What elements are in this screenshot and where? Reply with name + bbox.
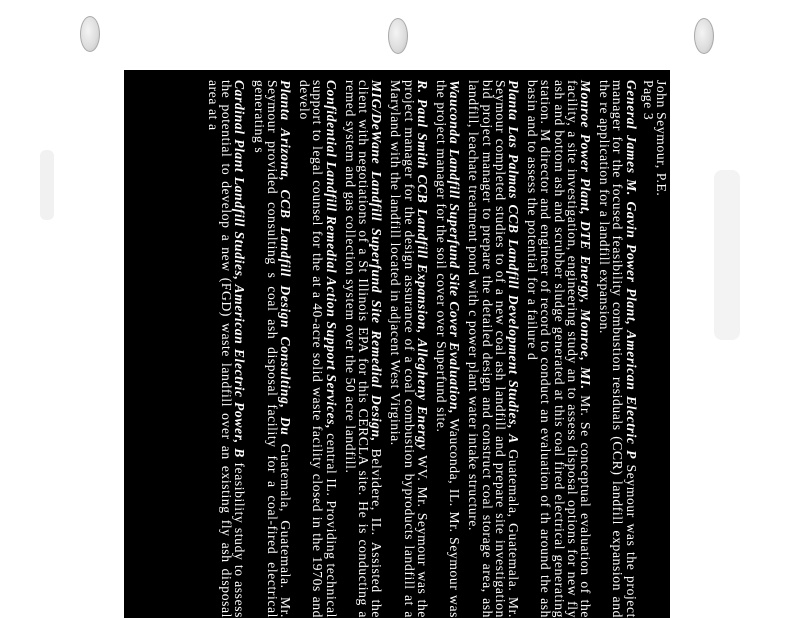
project-entry bbox=[344, 80, 384, 618]
project-description: central IL. Providing technical support to legal counsel for the at a 40-acre solid waste facility closed in the 1970s and develo bbox=[297, 80, 339, 618]
punch-hole-left bbox=[80, 16, 100, 52]
punch-hole-right bbox=[694, 18, 714, 54]
project-description: WV. Mr. Seymour was the project manager for the design assurance of a coal combustion byproducts landfill at a Maryland with the landfill located in adjacent West Virginia. bbox=[388, 80, 430, 618]
project-title: General James M. Gavin Power Plant, American Electric P bbox=[623, 80, 639, 460]
author-name: John Seymour, P.E. bbox=[654, 80, 669, 197]
margin-smudge-right bbox=[714, 170, 740, 340]
project-entry bbox=[207, 80, 247, 618]
project-entry bbox=[598, 80, 638, 618]
project-description: Wauconda, IL. Mr. Seymour was the project manager for the soil cover over Superfund site. bbox=[433, 80, 463, 618]
project-description: feasibility study to assess the potential to develop a new (FGD) waste landfill over an existing fly ash disposal area at a bbox=[205, 80, 248, 618]
project-title: Monroe Power Plant, DTE Energy, Monroe, MI. bbox=[577, 80, 593, 390]
project-entry bbox=[467, 80, 520, 618]
page-text-block bbox=[124, 70, 670, 618]
project-title: MIG/DeWane Landfill Superfund Site Remedial Design, bbox=[369, 80, 385, 442]
project-description: Guatemala, Guatemala. Mr. Seymour completed studies to of a new coal ash landfill and prepare site investigation bid project manager to prepare the detailed design and construct coal storage area, ash landfill, leachate treatment pond with c power plant water intake structure. bbox=[466, 80, 521, 618]
project-description: Guatemala, Guatemala. Mr. Seymour provided consulting s coal ash disposal facility for a coal-fired electrical generating s bbox=[251, 80, 293, 618]
project-title: Cardinal Plant Landfill Studies, American Electric Power, B bbox=[232, 80, 248, 458]
project-entry bbox=[435, 80, 461, 618]
project-description: Belvidere, IL. Assisted the client with negotiations of a St Illinois EPA for this CERCLA site. He is conducting a remed system and gas collection system over the 50 acre landfill. bbox=[342, 80, 385, 618]
project-title: R. Paul Smith CCB Landfill Expansion, Allegheny Energy bbox=[414, 80, 430, 451]
project-description: Seymour was the project manager for the focused feasibility combustion residuals (CCR) landfill expansion and the re application for a landfill expansion. bbox=[597, 80, 639, 618]
scanned-page bbox=[124, 70, 670, 618]
margin-smudge-left bbox=[40, 150, 54, 220]
project-title: Planta Arizona, CCB Landfill Design Consulting, Du bbox=[277, 80, 293, 436]
project-entry bbox=[526, 80, 592, 618]
punch-hole-center bbox=[388, 18, 408, 54]
project-title: Planta Las Palmas CCB Landfill Development Studies, A bbox=[505, 80, 521, 444]
project-title: Confidential Landfill Remedial Action Support Services, bbox=[323, 80, 339, 430]
project-entry bbox=[252, 80, 292, 618]
page-number: Page 3 bbox=[640, 80, 656, 121]
project-description: Mr. Se conceptual evaluation of the facility, a site investigation, engineering study an to assess disposal options for new fly ash and bottom ash and scrubber sludge generated at this coal fired electrical generating station. M director and engineer of record to conduct an evaluation of th around the ash basin and to assess the potential for a failure d bbox=[525, 80, 593, 618]
project-entry bbox=[389, 80, 429, 618]
project-entry bbox=[298, 80, 338, 618]
project-title: Wauconda Landfill Superfund Site Cover Evaluation, bbox=[447, 80, 463, 415]
